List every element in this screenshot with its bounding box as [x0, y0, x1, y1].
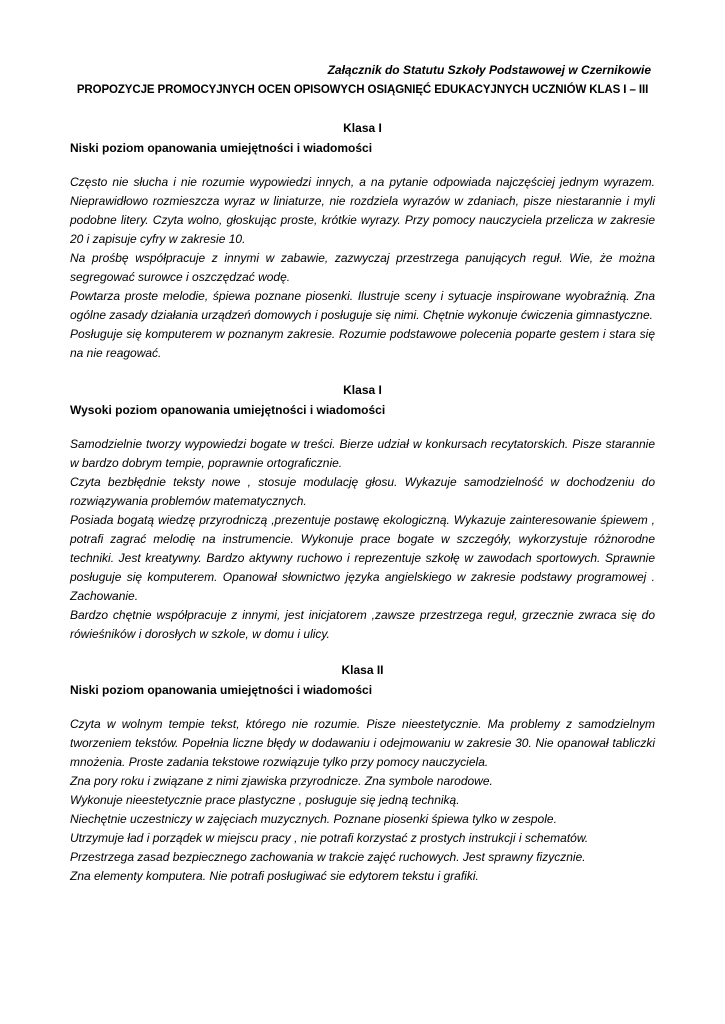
paragraph: Czyta w wolnym tempie tekst, którego nie rozumie. Pisze nieestetycznie. Ma problemy z samodzielnym tworzeniem tekstów. Popełnia liczne błędy w dodawaniu i odejmowaniu w zakresie 30. Nie opanował tabliczki mnożenia. Proste zadania tekstowe rozwiązuje tylko przy pomocy nauczyciela.	[70, 717, 655, 769]
section-class-2-low	[70, 662, 655, 886]
annex-label: Załącznik do Statutu Szkoły Podstawowej w Czernikowie	[327, 63, 651, 77]
level-heading: Wysoki poziom opanowania umiejętności i wiadomości	[70, 403, 386, 417]
paragraph: Czyta bezbłędnie teksty nowe , stosuje modulację głosu. Wykazuje samodzielność w dochodzeniu do rozwiązywania problemów matematycznych.	[70, 475, 655, 508]
paragraph: Zna pory roku i związane z nimi zjawiska przyrodnicze. Zna symbole narodowe.	[70, 774, 493, 788]
paragraph: Zna elementy komputera. Nie potrafi posługiwać sie edytorem tekstu i grafiki.	[70, 869, 479, 883]
paragraph: Powtarza proste melodie, śpiewa poznane piosenki. Ilustruje sceny i sytuacje inspirowane wyobraźnią. Zna ogólne zasady działania urządzeń domowych i posługuje się nimi. Chętnie wykonuje ćwiczenia gimnastyczne.	[70, 289, 655, 322]
class-heading: Klasa I	[343, 121, 382, 135]
level-heading: Niski poziom opanowania umiejętności i wiadomości	[70, 683, 373, 697]
paragraph: Często nie słucha i nie rozumie wypowiedzi innych, a na pytanie odpowiada najczęściej jednym wyrazem. Nieprawidłowo rozmieszcza wyraz w liniaturze, nie rozdziela wyrazów w zdaniach, pisze niestarannie i myli podobne litery. Czyta wolno, głoskując proste, krótkie wyrazy. Przy pomocy nauczyciela przelicza w zakresie 20 i zapisuje cyfry w zakresie 10.	[70, 175, 655, 246]
paragraph: Posiada bogatą wiedzę przyrodniczą ,prezentuje postawę ekologiczną. Wykazuje zainteresowanie śpiewem , potrafi zagrać melodię na instrumencie. Wykonuje prace bogate w szczegóły, wykorzystuje różnorodne techniki. Jest kreatywny. Bardzo aktywny ruchowo i reprezentuje szkołę w zawodach sportowych. Sprawnie posługuje się komputerem. Opanował słownictwo języka angielskiego w zakresie podstawy programowej . Zachowanie.	[70, 513, 655, 603]
document-title: PROPOZYCJE PROMOCYJNYCH OCEN OPISOWYCH OSIĄGNIĘĆ EDUKACYJNYCH UCZNIÓW KLAS I – III	[76, 84, 649, 96]
section-body	[70, 715, 655, 886]
section-class-1-low	[70, 120, 655, 363]
paragraph: Przestrzega zasad bezpiecznego zachowania w trakcie zajęć ruchowych. Jest sprawny fizycznie.	[70, 850, 586, 864]
paragraph: Utrzymuje ład i porządek w miejscu pracy , nie potrafi korzystać z prostych instrukcji i schematów.	[70, 831, 589, 845]
paragraph: Bardzo chętnie współpracuje z innymi, jest inicjatorem ,zawsze przestrzega reguł, grzecznie zwraca się do rówieśników i dorosłych w szkole, w domu i ulicy.	[70, 608, 655, 641]
paragraph: Wykonuje nieestetycznie prace plastyczne , posługuje się jedną techniką.	[70, 793, 460, 807]
class-heading: Klasa I	[343, 383, 382, 397]
paragraph: Niechętnie uczestniczy w zajęciach muzycznych. Poznane piosenki śpiewa tylko w zespole.	[70, 812, 557, 826]
paragraph: Na prośbę współpracuje z innymi w zabawie, zazwyczaj przestrzega panujących reguł. Wie, że można segregować surowce i oszczędzać wodę.	[70, 251, 655, 284]
class-heading: Klasa II	[341, 663, 384, 677]
paragraph: Samodzielnie tworzy wypowiedzi bogate w treści. Bierze udział w konkursach recytatorskich. Pisze starannie w bardzo dobrym tempie, poprawnie ortograficznie.	[70, 437, 655, 470]
paragraph: Posługuje się komputerem w poznanym zakresie. Rozumie podstawowe polecenia poparte gestem i stara się na nie reagować.	[70, 327, 655, 360]
section-body	[70, 173, 655, 363]
section-class-1-high	[70, 382, 655, 644]
level-heading: Niski poziom opanowania umiejętności i wiadomości	[70, 141, 373, 155]
section-body	[70, 435, 655, 644]
